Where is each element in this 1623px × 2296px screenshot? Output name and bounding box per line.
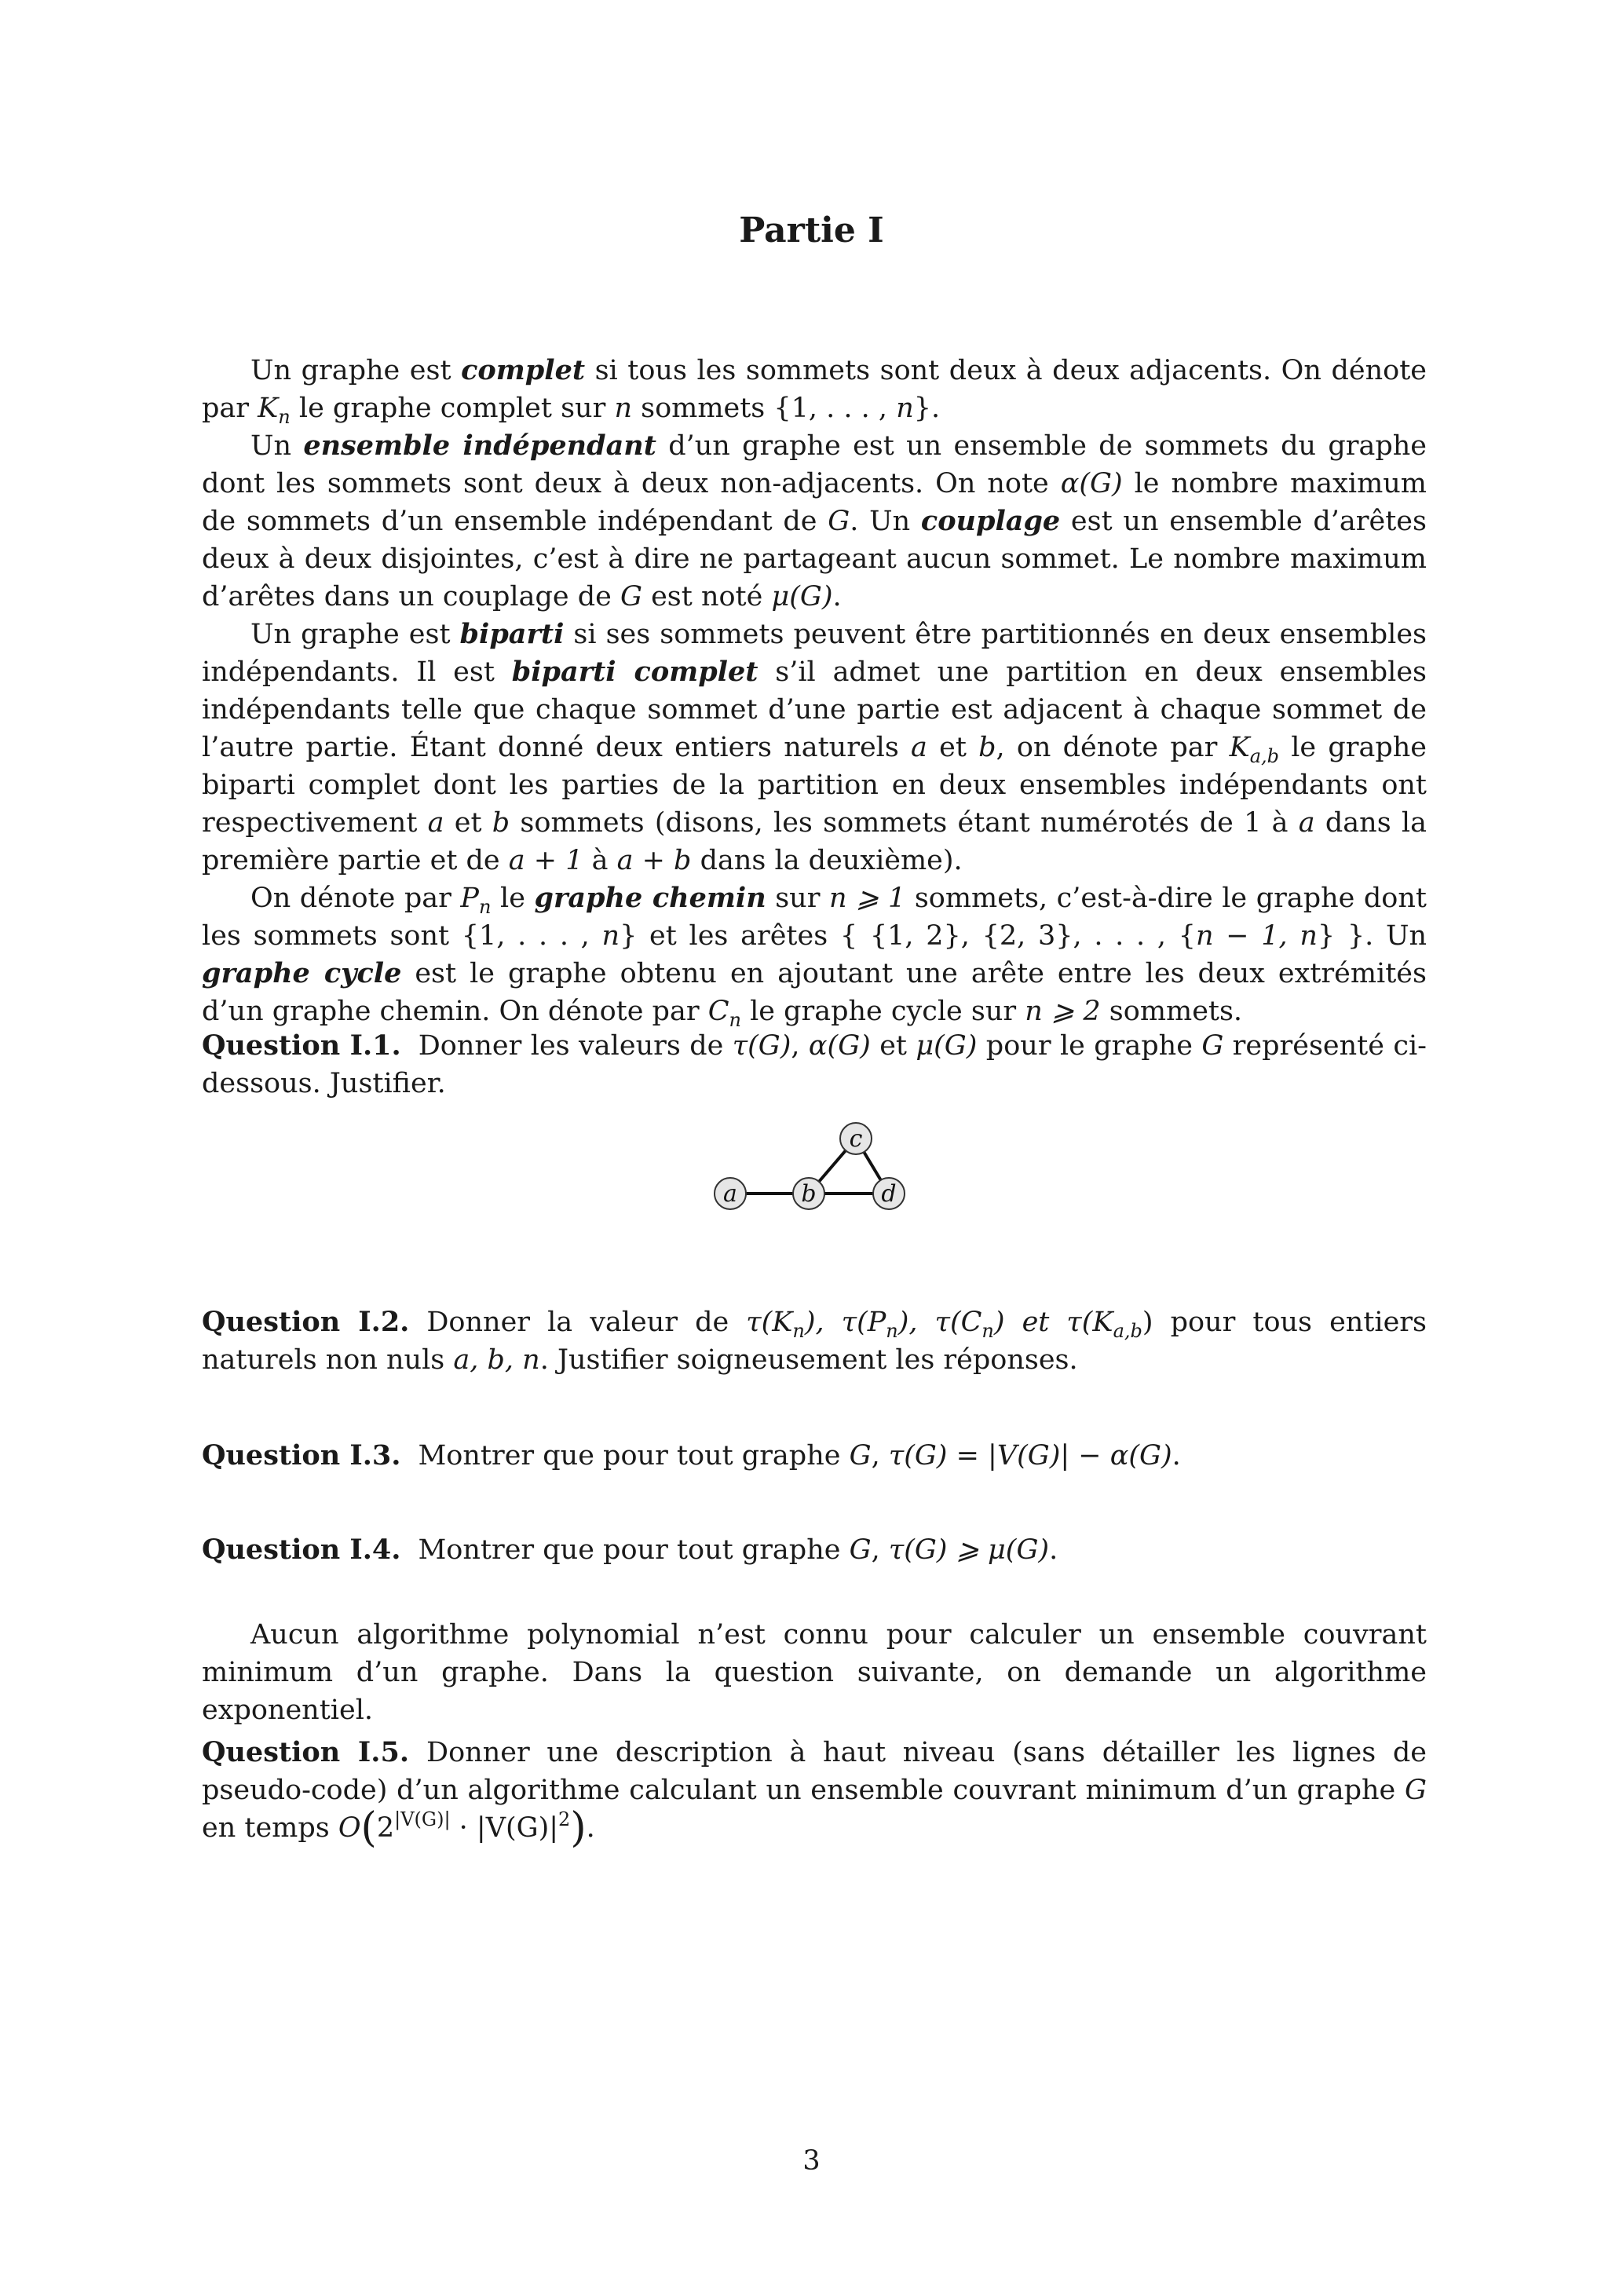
question-5: Question I.5. Donner une description à haut niveau (sans détailler les lignes de pseudo-code) d’un algorithme calculant un ensemble couvrant minimum d’un graphe G en temps $O(2^{|V(G)|} \cdot |V(G)|^2)$. (202, 1736, 1427, 1852)
question-3: Question I.3. Montrer que pour tout graphe G, τ(G) = |V(G)| − α(G). (202, 1439, 1181, 1472)
question-label: Question I.2. (202, 1306, 410, 1338)
question-label: Question I.5. (202, 1736, 410, 1768)
question-label: Question I.3. (202, 1439, 401, 1472)
graph-vertex-label-c: c (849, 1125, 863, 1153)
question-4: Question I.4. Montrer que pour tout graphe G, τ(G) ⩾ μ(G). (202, 1534, 1058, 1566)
graph-vertex-label-a: a (723, 1180, 737, 1208)
graph-figure (707, 1115, 927, 1217)
graph-vertex-label-d: d (881, 1180, 897, 1208)
question-label: Question I.4. (202, 1534, 401, 1566)
question-2: Question I.2. Donner la valeur de $\tau(K_n)$, $\tau(P_n)$, $\tau(C_n)$ et $\tau(K_{a,b})$ pour tous entiers naturels non nuls a, b, n. Justifier soigneusement les réponses. (202, 1306, 1427, 1376)
page-number: 3 (802, 2145, 821, 2177)
algorithm-intro (202, 1616, 1427, 1729)
paragraph-biparti: Un graphe est biparti si ses sommets peuvent être partitionnés en deux ensembles indépendants. Il est biparti complet s’il admet une partition en deux ensembles indépendants telle que chaque sommet d’une partie est adjacent à chaque sommet de l’autre partie. Étant donné deux entiers naturels a et b, on dénote par $K_{a,b}$ le graphe biparti complet dont les parties de la partition en deux ensembles indépendants ont respectivement a et b sommets (disons, les sommets étant numérotés de 1 à a dans la première partie et de a + 1 à a + b dans la deuxième). (202, 618, 1427, 876)
paragraph-independant: Un ensemble indépendant d’un graphe est un ensemble de sommets du graphe dont les sommets sont deux à deux non-adjacents. On note α(G) le nombre maximum de sommets d’un ensemble indépendant de G. Un couplage est un ensemble d’arêtes deux à deux disjointes, c’est à dire ne partageant aucun sommet. Le nombre maximum d’arêtes dans un couplage de G est noté μ(G). (202, 430, 1427, 612)
paragraph-complet: Un graphe est complet si tous les sommets sont deux à deux adjacents. On dénote par $K_n$ le graphe complet sur n sommets {1, . . . , n}. (202, 354, 1427, 428)
paragraph-chemin-cycle: On dénote par $P_n$ le graphe chemin sur n ⩾ 1 sommets, c’est-à-dire le graphe dont les sommets sont {1, . . . , n} et les arêtes { {1, 2}, {2, 3}, . . . , {n − 1, n} }. Un graphe cycle est le graphe obtenu en ajoutant une arête entre les deux extrémités d’un graphe chemin. On dénote par $C_n$ le graphe cycle sur n ⩾ 2 sommets. (202, 882, 1427, 1031)
question-1: Question I.1. Donner les valeurs de τ(G), α(G) et μ(G) pour le graphe G représenté ci-dessous. Justifier. (202, 1029, 1427, 1099)
definitions-block (202, 352, 1427, 1030)
question-label: Question I.1. (202, 1029, 401, 1062)
paragraph-algorithm: Aucun algorithme polynomial n’est connu pour calculer un ensemble couvrant minimum d’un graphe. Dans la question suivante, on demande un algorithme exponentiel. (202, 1619, 1427, 1726)
page-title: Partie I (739, 210, 884, 250)
graph-vertex-label-b: b (801, 1180, 817, 1208)
